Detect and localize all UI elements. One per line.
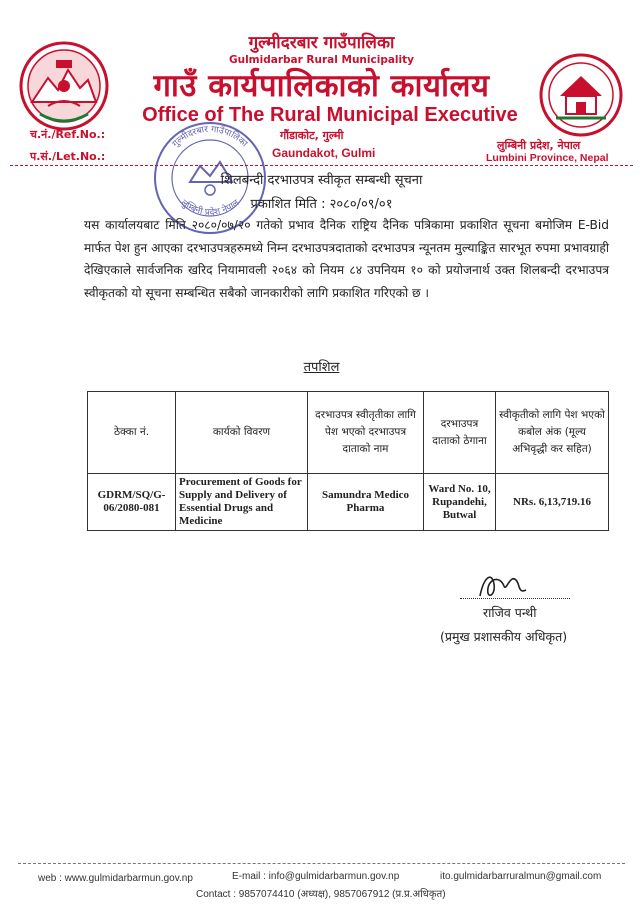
- cell-address: Ward No. 10, Rupandehi, Butwal: [424, 474, 496, 531]
- municipality-name-en: Gulmidarbar Rural Municipality: [228, 54, 414, 66]
- address-np: गौंडाकोट, गुल्मी: [280, 129, 344, 142]
- svg-text:लुम्बिनी प्रदेश नेपाल: लुम्बिनी प्रदेश नेपाल: [178, 198, 242, 218]
- col-header-bidder: दरभाउपत्र स्वीतृतीका लागि पेश भएको दरभाउपत्र दाताको नाम: [308, 392, 424, 474]
- notice-body: यस कार्यालयबाट मिति २०८०/०७/२० गतेको प्रभाव दैनिक राष्ट्रिय दैनिक पत्रिकामा प्रकाशित सूचना बमोजिम E-Bid मार्फत पेश हुन आएका दरभाउपत्रहरुमध्ये निम्न दरभाउपत्रदाताको दरभाउपत्र न्यूनतम मुल्याङ्कित सारभूत रुपमा प्रभावग्राही देखिएकाले सार्वजनिक खरिद नियामावली २०६४ को नियम ८४ उपनियम १० को प्रयोजनार्थ उक्त शिलबन्दी दरभाउपत्र स्वीकृतको यो सूचना सम्बन्धित सबैको जानकारीको लागि प्रकाशित गरिएको छ ।: [84, 218, 609, 300]
- province-np: लुम्बिनी प्रदेश, नेपाल: [497, 139, 581, 152]
- header-divider: [10, 165, 633, 166]
- let-no-label: प.सं./Let.No.:: [30, 150, 106, 163]
- details-heading: तपशिल: [303, 360, 340, 375]
- footer-website[interactable]: web : www.gulmidarbarmun.gov.np: [38, 873, 193, 884]
- published-date-line: [0, 194, 643, 212]
- footer-contact: Contact : 9857074410 (अध्यक्ष), 9857067912 (प्र.प्र.अधिकृत): [196, 889, 446, 900]
- signatory-title: (प्रमुख प्रशासकीय अधिकृत): [440, 629, 568, 644]
- table-row: [88, 474, 609, 531]
- cell-contract-no: GDRM/SQ/G-06/2080-081: [88, 474, 176, 531]
- cell-amount: NRs. 6,13,719.16: [496, 474, 609, 531]
- cell-bidder: Samundra Medico Pharma: [308, 474, 424, 531]
- signatory-name: राजिव पन्थी: [483, 605, 537, 620]
- bid-table: [87, 391, 609, 531]
- svg-text:गुल्मीदरबार गाउँपालिका: गुल्मीदरबार गाउँपालिका: [170, 124, 250, 150]
- municipality-name-np: गुल्मीदरबार गाउँपालिका: [248, 33, 395, 53]
- cell-description: Procurement of Goods for Supply and Delivery of Essential Drugs and Medicine: [176, 474, 308, 531]
- col-header-amount: स्वीकृतीको लागि पेश भएको कबोल अंक (मूल्य अभिवृद्धी कर सहित): [496, 392, 609, 474]
- col-header-contract-no: ठेक्का नं.: [88, 392, 176, 474]
- col-header-description: कार्यको विवरण: [176, 392, 308, 474]
- footer-email[interactable]: E-mail : info@gulmidarbarmun.gov.np: [232, 871, 400, 882]
- table-header-row: [88, 392, 609, 474]
- footer-divider: [18, 863, 625, 864]
- notice-subject: शिलबन्दी दरभाउपत्र स्वीकृत सम्बन्धी सूचना: [220, 173, 423, 188]
- footer-email-secondary[interactable]: ito.gulmidarbarruralmun@gmail.com: [440, 871, 602, 882]
- published-label: प्रकाशित मिति :: [250, 197, 326, 212]
- col-header-address: दरभाउपत्र दाताको ठेगाना: [424, 392, 496, 474]
- signature-mark-icon: [470, 566, 540, 606]
- address-en: Gaundakot, Gulmi: [272, 146, 376, 160]
- signature-line: [460, 598, 570, 599]
- published-date: २०८०/०९/०१: [329, 197, 393, 212]
- ref-no-label: च.नं./Ref.No.:: [30, 128, 106, 141]
- office-title-en: Office of The Rural Municipal Executive: [142, 104, 518, 126]
- province-en: Lumbini Province, Nepal: [486, 152, 609, 164]
- office-title-np: गाउँ कार्यपालिकाको कार्यालय: [153, 68, 490, 104]
